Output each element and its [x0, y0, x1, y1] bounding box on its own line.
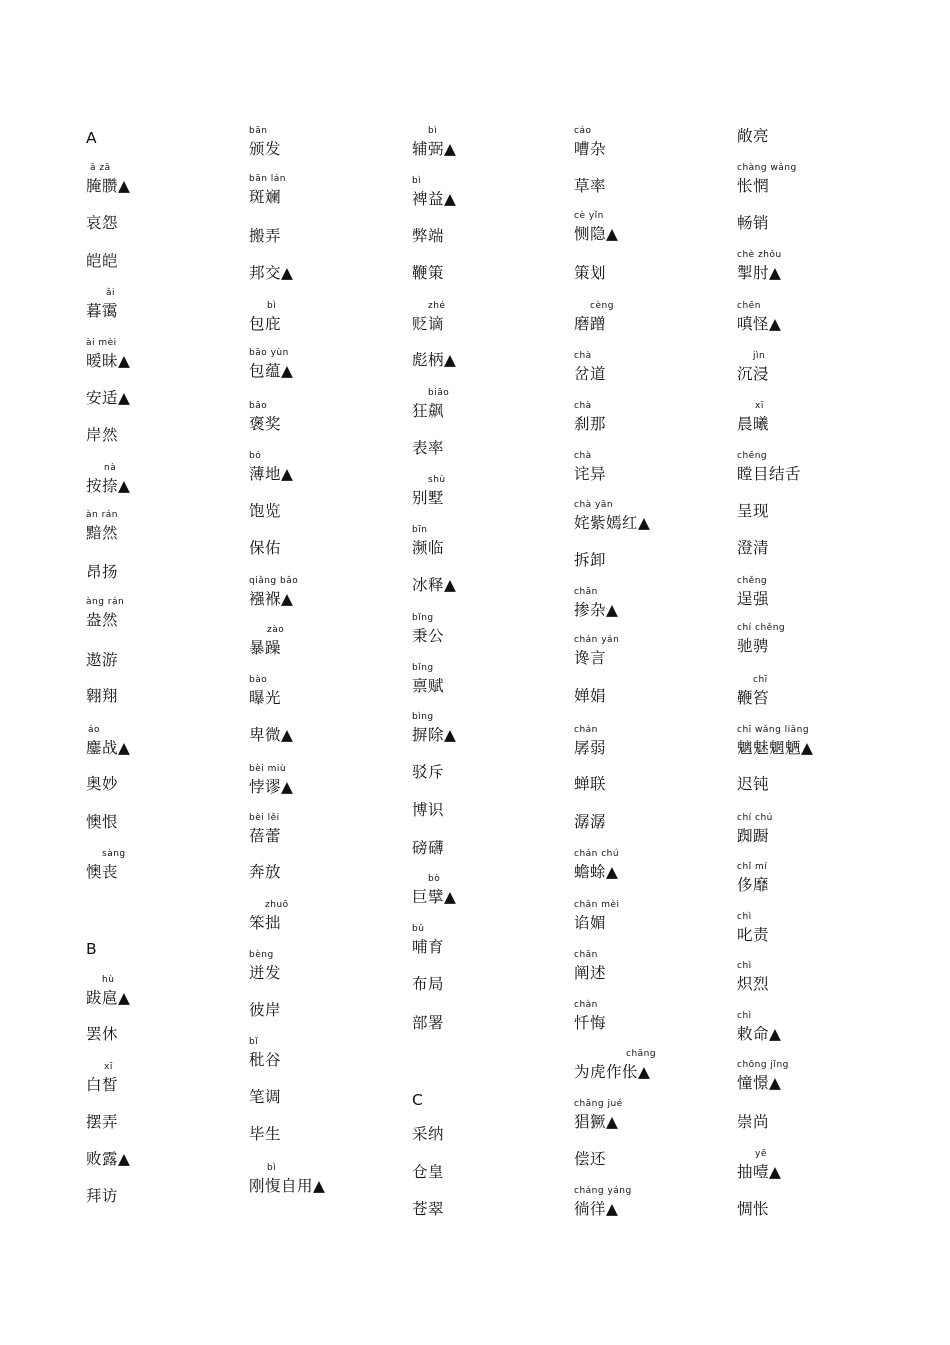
column-2: [249, 0, 419, 1345]
vocab-item: chà 岔道: [574, 351, 607, 383]
vocab-item: chǎn mèi 谄媚: [574, 900, 620, 932]
vocab-item: bó 薄地▲: [249, 451, 294, 483]
vocab-item: 敞亮: [737, 127, 770, 145]
vocab-item: chěng 逞强: [737, 576, 770, 608]
vocab-item: chí chěng 驰骋: [737, 623, 786, 655]
vocab-item: chán 孱弱: [574, 725, 607, 757]
vocab-item: bì 刚愎自用▲: [249, 1163, 326, 1195]
vocab-item: 岸然: [86, 426, 119, 444]
vocab-item: chì 炽烈: [737, 961, 770, 993]
vocab-item: 笔调: [249, 1088, 282, 1106]
vocab-item: ā zā 腌臜▲: [86, 163, 131, 195]
vocab-item: 奥妙: [86, 775, 119, 793]
vocab-item: 部署: [412, 1014, 445, 1032]
vocab-item: yē 抽噎▲: [737, 1149, 782, 1181]
vocab-item: 皑皑: [86, 252, 119, 270]
vocab-item: 弊端: [412, 227, 445, 245]
vocab-item: bǐng 禀赋: [412, 663, 445, 695]
vocab-item: chāng jué 猖獗▲: [574, 1099, 623, 1131]
vocab-item: shù 别墅: [412, 475, 446, 507]
vocab-item: àng rán 盎然: [86, 597, 125, 629]
vocab-item: chà 刹那: [574, 401, 607, 433]
vocab-item: chì 叱责: [737, 912, 770, 944]
vocab-item: 安适▲: [86, 389, 131, 407]
vocab-item: 澄清: [737, 539, 770, 557]
vocab-item: bǐng 秉公: [412, 613, 445, 645]
vocab-item: 潺潺: [574, 813, 607, 831]
vocab-item: bì 包庇: [249, 301, 282, 333]
vocab-item: chàng wǎng 怅惘: [737, 163, 797, 195]
vocab-item: 彼岸: [249, 1001, 282, 1019]
vocab-item: bèi lěi 蓓蕾: [249, 813, 282, 845]
vocab-item: chēng 瞠目结舌: [737, 451, 802, 483]
section-heading-a: A: [86, 129, 98, 147]
vocab-item: chà 诧异: [574, 451, 607, 483]
vocab-item: 蝉联: [574, 775, 607, 793]
vocab-item: chí chú 踟蹰: [737, 813, 773, 845]
vocab-item: chōng jǐng 憧憬▲: [737, 1060, 789, 1092]
vocab-item: 仓皇: [412, 1163, 445, 1181]
vocab-item: 布局: [412, 975, 445, 993]
vocab-item: chǎn 阐述: [574, 950, 607, 982]
column-3: [412, 0, 582, 1345]
vocab-item: cháng yáng 徜徉▲: [574, 1186, 632, 1218]
vocab-item: 采纳: [412, 1125, 445, 1143]
vocab-item: chān 掺杂▲: [574, 587, 619, 619]
vocab-item: 拜访: [86, 1187, 119, 1205]
vocab-item: áo 鏖战▲: [86, 725, 131, 757]
vocab-item: zhé 贬谪: [412, 301, 446, 333]
vocab-item: 驳斥: [412, 763, 445, 781]
vocab-item: bǐ 秕谷: [249, 1037, 282, 1069]
vocab-item: sàng 懊丧: [86, 849, 126, 881]
vocab-item: bān 颁发: [249, 126, 282, 158]
vocab-item: chàn 忏悔: [574, 1000, 607, 1032]
vocab-item: chǐ mí 侈靡: [737, 862, 770, 894]
vocab-item: chà yān 姹紫嫣红▲: [574, 500, 651, 532]
vocab-item: bào 曝光: [249, 675, 282, 707]
vocab-item: 惆怅: [737, 1200, 770, 1218]
column-4: [574, 0, 744, 1345]
vocab-item: 毕生: [249, 1125, 282, 1143]
vocab-item: 饱览: [249, 502, 282, 520]
vocab-item: chè zhǒu 掣肘▲: [737, 250, 782, 282]
vocab-item: chēn 嗔怪▲: [737, 301, 782, 333]
vocab-item: 罢休: [86, 1025, 119, 1043]
vocab-item: hù 跋扈▲: [86, 975, 131, 1007]
vocab-item: cè yǐn 恻隐▲: [574, 211, 619, 243]
vocab-item: 保佑: [249, 539, 282, 557]
section-heading-c: C: [412, 1091, 424, 1109]
vocab-item: zhuō 笨拙: [249, 900, 289, 932]
vocab-item: 拆卸: [574, 551, 607, 569]
vocab-item: chī 鞭笞: [737, 675, 770, 707]
vocab-item: 败露▲: [86, 1150, 131, 1168]
vocab-item: zào 暴躁: [249, 625, 285, 657]
column-1: [86, 0, 256, 1345]
vocab-item: ǎi 暮霭: [86, 288, 119, 320]
vocab-item: bīn 濒临: [412, 525, 445, 557]
vocab-item: qiǎng bǎo 襁褓▲: [249, 576, 299, 608]
vocab-item: 婵娟: [574, 687, 607, 705]
vocab-item: bìng 摒除▲: [412, 712, 457, 744]
vocab-item: 磅礴: [412, 839, 445, 857]
vocab-item: 崇尚: [737, 1113, 770, 1131]
vocab-item: 畅销: [737, 214, 770, 232]
vocab-item: chán yán 谗言: [574, 635, 620, 667]
vocab-item: 冰释▲: [412, 576, 457, 594]
vocab-item: chán chú 蟾蜍▲: [574, 849, 620, 881]
vocab-item: bì 裨益▲: [412, 176, 457, 208]
vocab-item: 邦交▲: [249, 264, 294, 282]
vocab-item: 摆弄: [86, 1113, 119, 1131]
vocab-item: bì 辅弼▲: [412, 126, 457, 158]
vocab-item: 偿还: [574, 1150, 607, 1168]
vocab-item: àn rán 黯然: [86, 510, 119, 542]
vocab-item: 遨游: [86, 651, 119, 669]
vocab-item: 彪柄▲: [412, 351, 457, 369]
vocab-item: cèng 磨蹭: [574, 301, 614, 333]
vocab-item: bò 巨擘▲: [412, 874, 457, 906]
vocab-item: 翱翔: [86, 687, 119, 705]
vocab-item: chāng 为虎作伥▲: [574, 1049, 657, 1081]
vocab-item: 表率: [412, 439, 445, 457]
vocab-item: 搬弄: [249, 227, 282, 245]
vocab-item: jìn 沉浸: [737, 351, 770, 383]
vocab-item: 苍翠: [412, 1200, 445, 1218]
vocab-item: bèi miù 悖谬▲: [249, 764, 294, 796]
vocab-item: bèng 迸发: [249, 950, 282, 982]
column-5: [737, 0, 907, 1345]
vocab-item: 呈现: [737, 502, 770, 520]
vocab-item: 奔放: [249, 863, 282, 881]
vocab-item: 草率: [574, 177, 607, 195]
vocab-item: xī 白皙: [86, 1062, 119, 1094]
vocab-item: bān lán 斑斓: [249, 174, 287, 206]
vocab-item: bǔ 哺育: [412, 924, 445, 956]
vocab-item: nà 按捺▲: [86, 463, 131, 495]
vocab-item: 迟钝: [737, 775, 770, 793]
vocab-item: cáo 嘈杂: [574, 126, 607, 158]
vocab-item: 鞭策: [412, 264, 445, 282]
vocab-item: 懊恨: [86, 813, 119, 831]
vocab-item: chī wǎng liǎng 魑魅魍魉▲: [737, 725, 814, 757]
vocab-item: chì 敕命▲: [737, 1011, 782, 1043]
section-heading-b: B: [86, 940, 98, 958]
vocab-item: 策划: [574, 264, 607, 282]
vocab-item: 博识: [412, 801, 445, 819]
vocab-item: biāo 狂飙: [412, 388, 450, 420]
vocab-item: bāo 褒奖: [249, 401, 282, 433]
vocab-item: xī 晨曦: [737, 401, 770, 433]
vocab-item: 哀怨: [86, 214, 119, 232]
vocab-item: ài mèi 暧昧▲: [86, 338, 131, 370]
vocab-item: 卑微▲: [249, 726, 294, 744]
vocab-item: bāo yùn 包蕴▲: [249, 348, 294, 380]
vocab-item: 昂扬: [86, 563, 119, 581]
